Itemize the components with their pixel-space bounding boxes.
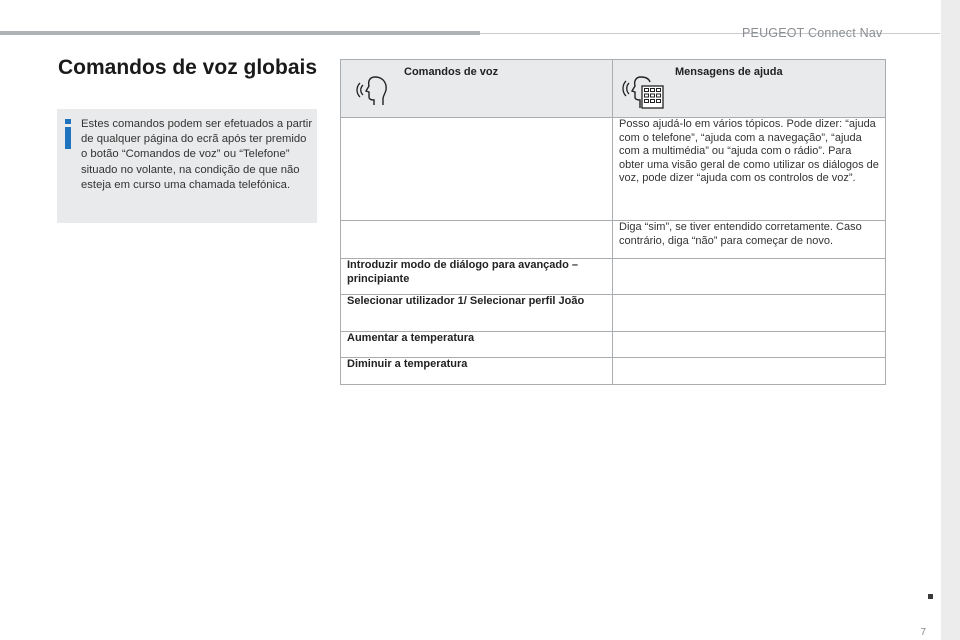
info-icon [63, 119, 73, 149]
command-cell: Introduzir modo de diálogo para avançado – principiante [341, 259, 613, 295]
head-keypad-icon [621, 74, 665, 110]
help-cell [613, 295, 886, 332]
table-row [341, 332, 886, 358]
help-cell [613, 259, 886, 295]
page-title: Comandos de voz globais [58, 56, 318, 79]
command-cell: Aumentar a temperatura [341, 332, 613, 358]
help-cell: Posso ajudá-lo em vários tópicos. Pode dizer: “ajuda com o telefone”, “ajuda com a navegação”, “ajuda com a multimédia” ou “ajuda com o rádio”. Para obter uma visão geral de como utilizar os diálogos de voz, pode dizer “ajuda com os controlos de voz”. [613, 118, 886, 221]
help-cell [613, 332, 886, 358]
table-row [341, 295, 886, 332]
brand-label: PEUGEOT Connect Nav [742, 26, 883, 40]
header-help [613, 60, 886, 118]
command-cell [341, 118, 613, 221]
header-commands-label: Comandos de voz [404, 66, 499, 78]
speaking-head-icon [355, 74, 389, 106]
command-cell [341, 221, 613, 259]
table-row [341, 221, 886, 259]
command-cell: Diminuir a temperatura [341, 358, 613, 385]
info-box [57, 109, 317, 223]
header-help-label: Mensagens de ajuda [675, 66, 783, 78]
table-header-row [341, 60, 886, 118]
header-commands [341, 60, 613, 118]
command-cell: Selecionar utilizador 1/ Selecionar perfil João [341, 295, 613, 332]
help-cell [613, 358, 886, 385]
help-cell: Diga “sim”, se tiver entendido corretamente. Caso contrário, diga “não” para começar de novo. [613, 221, 886, 259]
voice-commands-table [340, 59, 886, 385]
page-side-strip [941, 0, 960, 640]
table-row [341, 118, 886, 221]
table-row [341, 259, 886, 295]
table-row [341, 358, 886, 385]
page-number: 7 [920, 627, 926, 638]
header-rule [0, 31, 480, 35]
page-marker [928, 594, 933, 599]
info-text: Estes comandos podem ser efetuados a partir de qualquer página do ecrã após ter premido o botão “Comandos de voz” ou “Telefone” situado no volante, na condição de que não esteja em curso uma chamada telefónica. [81, 118, 313, 191]
